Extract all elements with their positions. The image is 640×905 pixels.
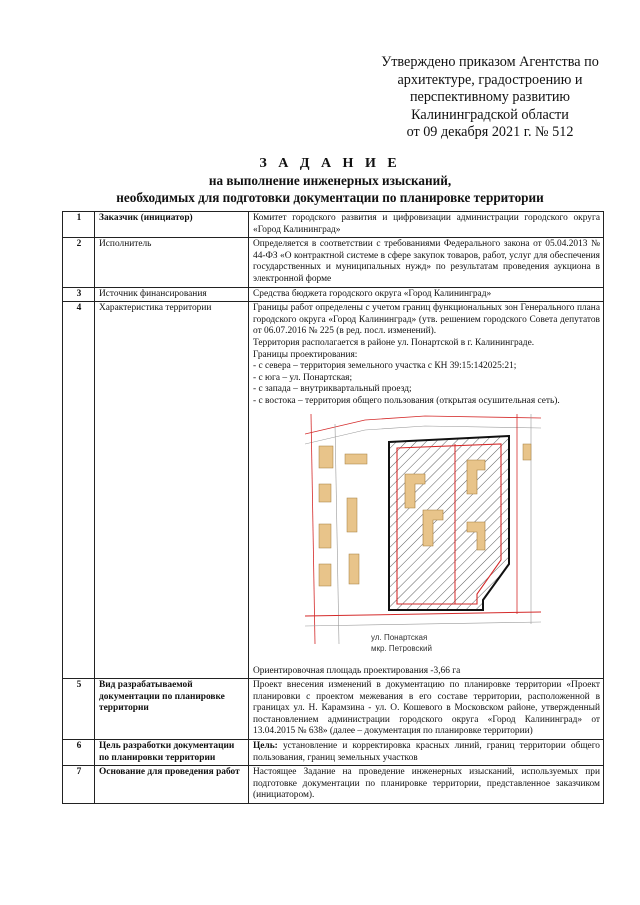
row-label: Исполнитель [95,238,249,287]
approval-line: от 09 декабря 2021 г. № 512 [406,124,574,141]
goal-text: установление и корректировка красных линий, границ территории общего пользования, границ земельных участков [253,741,600,763]
row-label: Заказчик (инициатор) [95,212,249,238]
row-value: Комитет городского развития и цифровизации администрации городского округа «Город Калининград» [249,212,604,238]
building-shape [345,454,367,464]
row-label: Источник финансирования [95,287,249,302]
territory-text-line: Границы работ определены с учетом границ функциональных зон Генерального плана городского округа «Город Калининград» (утв. решением городского Совета депутатов от 06.07.2016 № 225 (в ред. посл. изменений). [253,303,600,337]
goal-prefix: Цель: [253,741,278,752]
map-district-label: мкр. Петровский [371,643,432,653]
territory-text-line: - с запада – внутриквартальный проезд; [253,384,412,395]
approval-line: перспективному развитию [409,89,571,106]
row-number: 6 [63,740,95,766]
approval-line: архитектуре, градостроению и [397,71,583,88]
row-value [249,302,604,679]
territory-map-drawing [305,414,541,660]
row-label: Вид разрабатываемой документации по планировке территории [95,679,249,740]
row-label: Характеристика территории [95,302,249,679]
building-shape [349,554,359,584]
row-number: 7 [63,766,95,804]
row-value [249,740,604,766]
table-row [63,287,604,302]
building-shape [319,446,333,468]
document-subtitle-line: на выполнение инженерных изысканий, [208,173,452,188]
row-value: Средства бюджета городского округа «Город Калининград» [249,287,604,302]
row-value: Проект внесения изменений в документацию по планировке территории «Проект планировки с проектом межевания в его составе территории, расположенной в границах ул. Н. Карамзина - ул. О. Кошевого в Московском районе, утвержденный постановлением администрации городского округа «Город Калининград» от 13.04.2015 № 638» (далее – документация по планировке территории) [249,679,604,740]
row-value: Настоящее Задание на проведение инженерных изысканий, используемых при подготовке документации по планировке территории, представленное заказчиком (инициатором). [249,766,604,804]
table-row [63,766,604,804]
approval-line: Калининградской области [411,106,569,123]
project-area: Ориентировочная площадь проектирования -3,66 га [253,665,461,676]
document-heading [30,155,630,206]
territory-text-line: Территория располагается в районе ул. Понартской в г. Калининграде. [253,337,535,348]
row-number: 3 [63,287,95,302]
map-street-label: ул. Понартская [371,632,428,642]
approval-stamp [352,54,628,142]
table-row [63,212,604,238]
row-label: Основание для проведения работ [95,766,249,804]
table-row [63,679,604,740]
territory-text-line: Границы проектирования: [253,349,358,360]
document-subtitle-line: необходимых для подготовки документации по планировке территории [116,190,544,205]
row-number: 5 [63,679,95,740]
territory-text-line: - с юга – ул. Понартская; [253,372,353,383]
row-number: 1 [63,212,95,238]
row-number: 2 [63,238,95,287]
building-shape [319,564,331,586]
approval-line: Утверждено приказом Агентства по [381,54,599,70]
project-boundary [389,436,509,610]
table-row [63,238,604,287]
building-shape [347,498,357,532]
table-row [63,740,604,766]
building-shape [319,484,331,502]
territory-text-line: - с востока – территория общего пользования (открытая осушительная сеть). [253,395,560,406]
table-row [63,302,604,679]
row-value: Определяется в соответствии с требованиями Федерального закона от 05.04.2013 № 44-ФЗ «О контрактной системе в сфере закупок товаров, работ, услуг для обеспечения государственных и муниципальных нужд» по результатам проведения аукциона в электронной форме [249,238,604,287]
row-label: Цель разработки документации по планировки территории [95,740,249,766]
territory-map [305,414,541,660]
building-shape [319,524,331,548]
building-shape [523,444,531,460]
row-number: 4 [63,302,95,679]
territory-text-line: - с севера – территория земельного участка с КН 39:15:142025:21; [253,361,517,372]
task-table [62,211,604,804]
document-title: З А Д А Н И Е [259,156,401,171]
